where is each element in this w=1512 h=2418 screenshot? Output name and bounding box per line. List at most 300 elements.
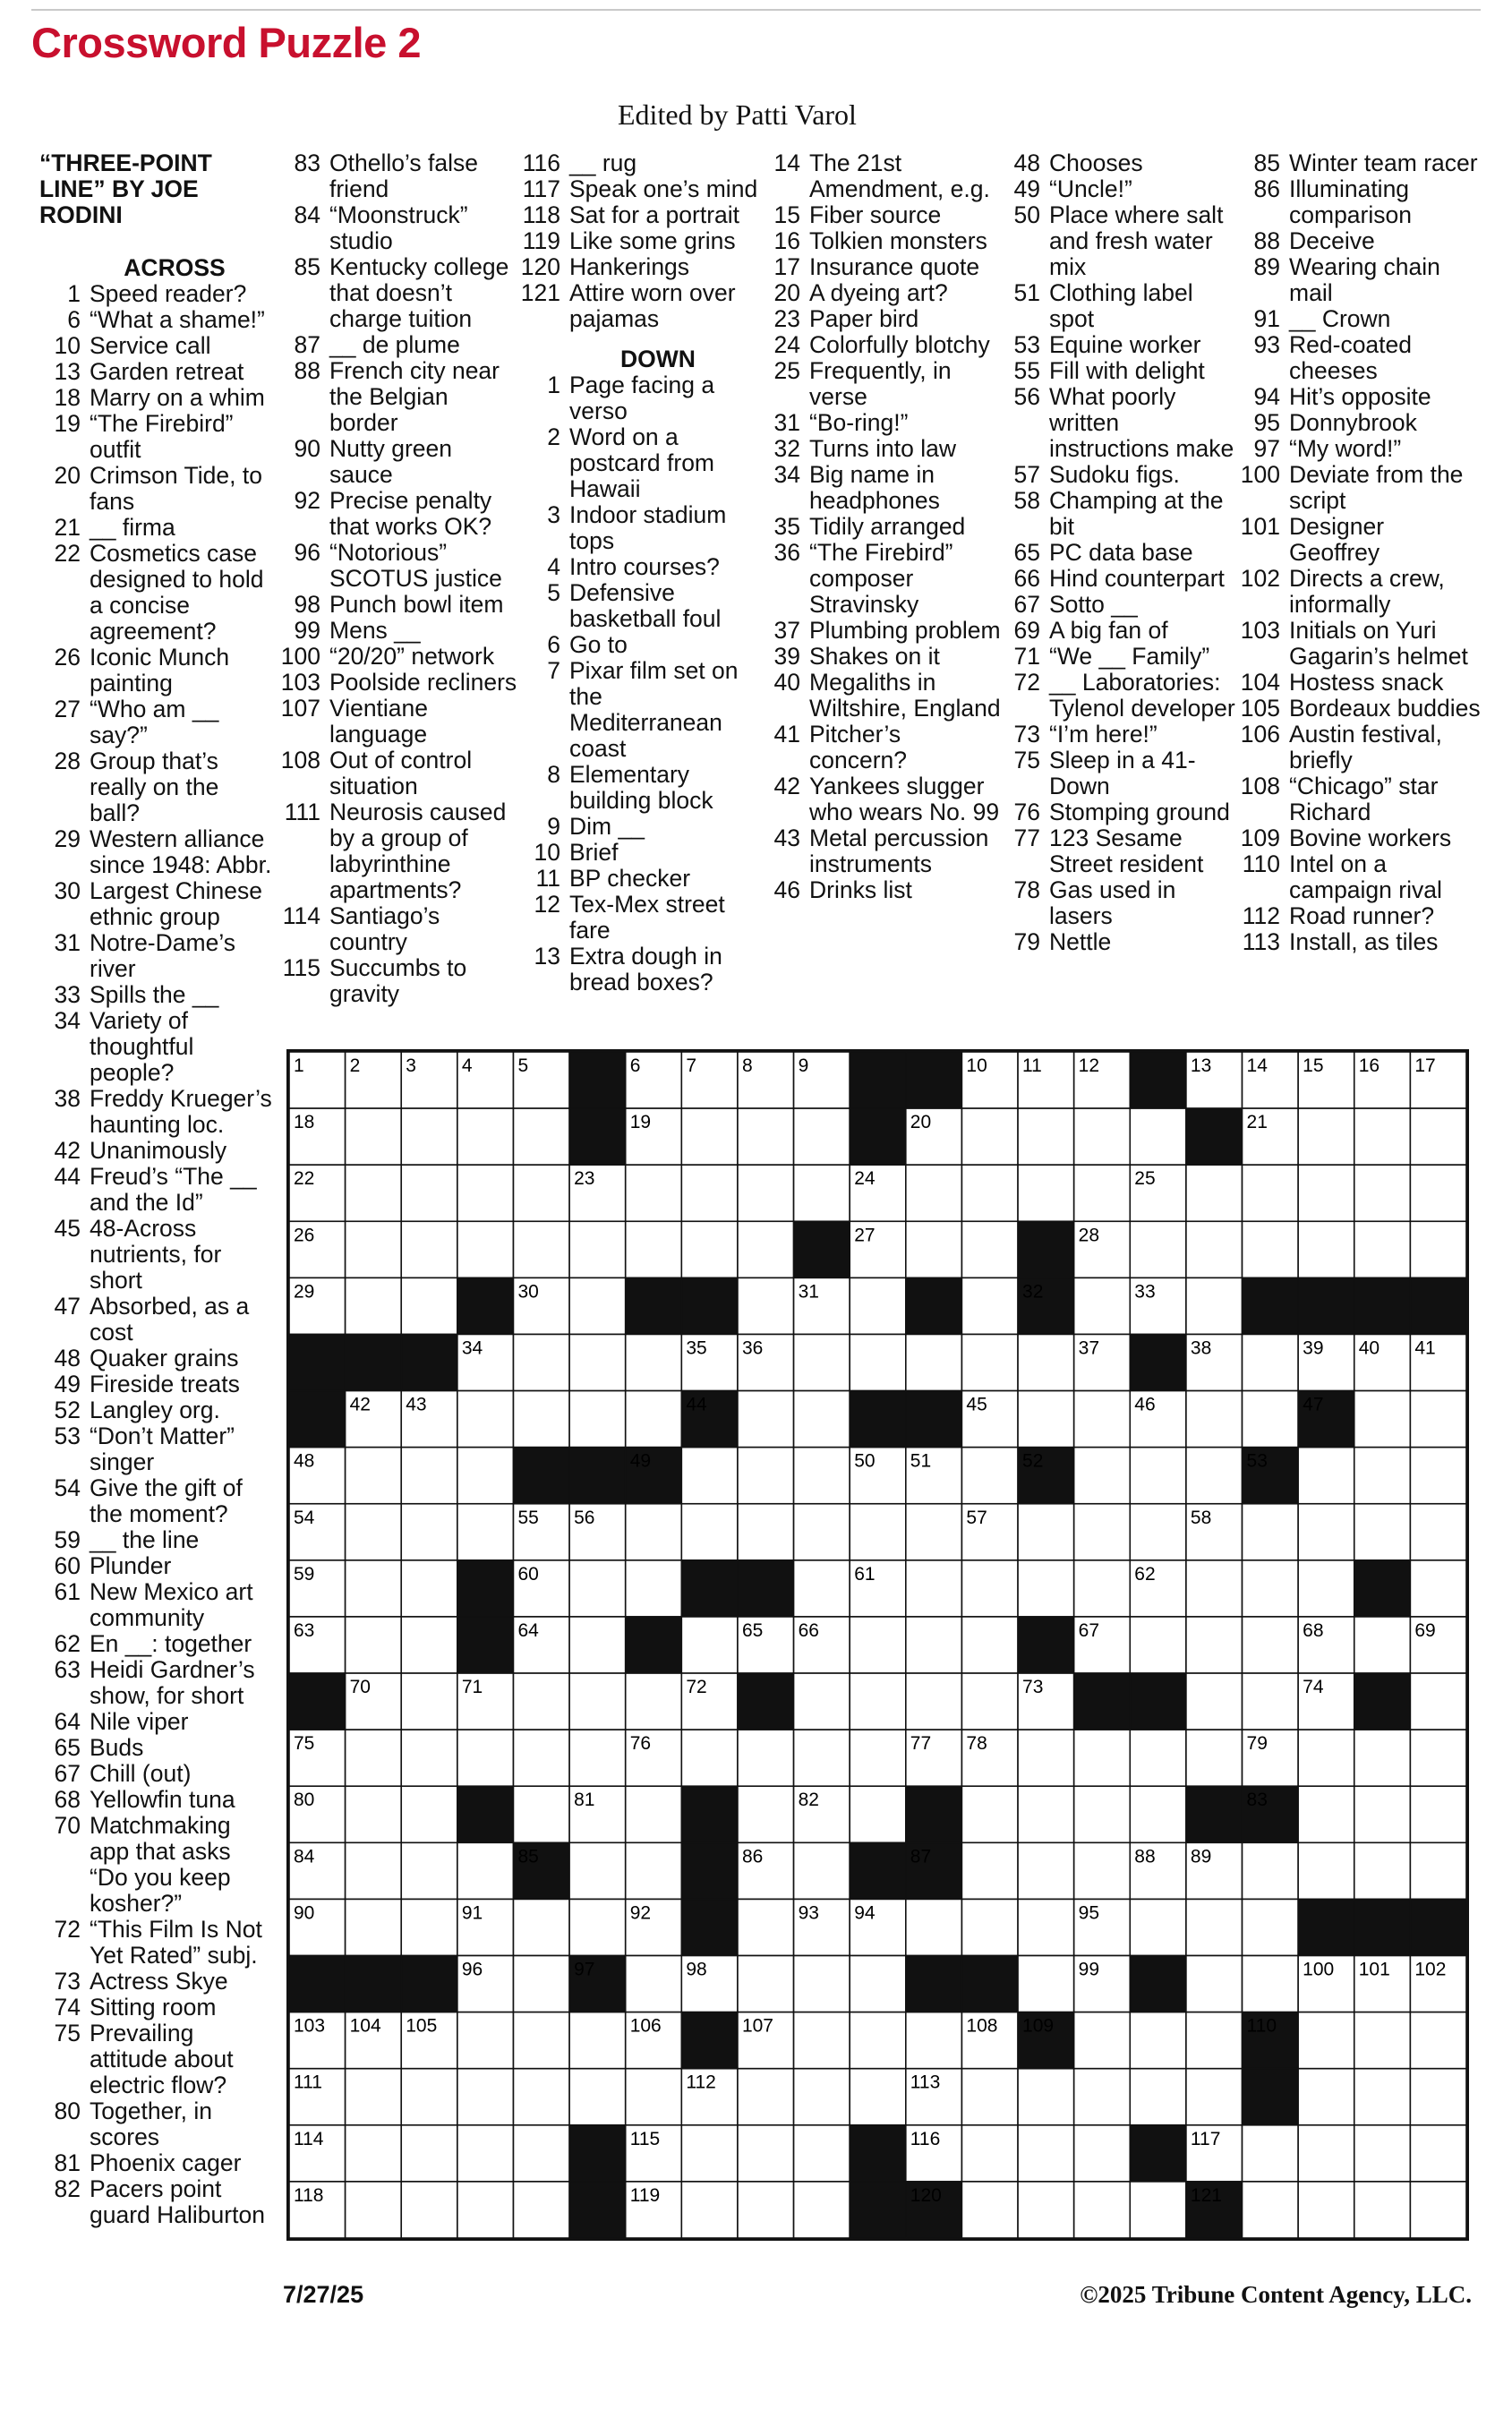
- grid-cell[interactable]: [401, 1108, 457, 1165]
- grid-cell[interactable]: [1074, 2069, 1131, 2125]
- grid-cell[interactable]: [569, 1391, 626, 1448]
- grid-cell[interactable]: [401, 1730, 457, 1786]
- grid-cell[interactable]: [346, 1221, 402, 1277]
- grid-cell[interactable]: [346, 1617, 402, 1673]
- grid-cell[interactable]: [738, 1899, 794, 1955]
- grid-cell[interactable]: [569, 2012, 626, 2069]
- grid-cell[interactable]: [401, 1277, 457, 1334]
- grid-cell[interactable]: [794, 1504, 850, 1560]
- grid-cell[interactable]: [850, 1277, 906, 1334]
- grid-cell[interactable]: [1074, 1277, 1131, 1334]
- grid-cell[interactable]: [401, 1221, 457, 1277]
- grid-cell[interactable]: [1354, 1221, 1411, 1277]
- grid-cell[interactable]: [1410, 1504, 1466, 1560]
- grid-cell[interactable]: [346, 1730, 402, 1786]
- grid-cell[interactable]: [794, 2069, 850, 2125]
- grid-cell[interactable]: [1074, 1165, 1131, 1221]
- grid-cell[interactable]: [1410, 1391, 1466, 1448]
- grid-cell[interactable]: [1074, 2125, 1131, 2182]
- grid-cell[interactable]: [401, 2069, 457, 2125]
- grid-cell[interactable]: [513, 1786, 569, 1842]
- grid-cell[interactable]: [1130, 1448, 1186, 1504]
- grid-cell[interactable]: [346, 1899, 402, 1955]
- clue-number: 49: [54, 1371, 81, 1397]
- grid-cell[interactable]: [1354, 1391, 1411, 1448]
- grid-cell[interactable]: [401, 1673, 457, 1730]
- clue-text: Marry on a whim: [90, 384, 265, 411]
- across-clue: [39, 2150, 274, 2176]
- grid-cell[interactable]: [401, 1842, 457, 1899]
- across-clue: [39, 1216, 274, 1294]
- grid-cell[interactable]: [1074, 1786, 1131, 1842]
- grid-block: [681, 2012, 738, 2069]
- grid-cell[interactable]: [1130, 1899, 1186, 1955]
- grid-cell[interactable]: [513, 1730, 569, 1786]
- grid-cell[interactable]: [1243, 1504, 1299, 1560]
- grid-cell[interactable]: [626, 1504, 682, 1560]
- grid-cell[interactable]: [794, 1108, 850, 1165]
- grid-cell[interactable]: [1354, 1108, 1411, 1165]
- grid-cell[interactable]: [346, 2069, 402, 2125]
- grid-cell[interactable]: [1298, 1504, 1354, 1560]
- grid-block: [681, 1842, 738, 1899]
- grid-cell[interactable]: [961, 1334, 1018, 1390]
- grid-cell[interactable]: [401, 1504, 457, 1560]
- grid-cell[interactable]: [961, 2182, 1018, 2238]
- grid-cell[interactable]: [1354, 1786, 1411, 1842]
- grid-cell[interactable]: [738, 1277, 794, 1334]
- grid-cell[interactable]: [1186, 1956, 1243, 2012]
- clue-number: 121: [520, 279, 560, 306]
- grid-cell[interactable]: [513, 1108, 569, 1165]
- cell-number: 60: [517, 1563, 539, 1585]
- grid-cell[interactable]: [513, 2182, 569, 2238]
- crossword-grid[interactable]: [286, 1049, 1469, 2241]
- grid-cell[interactable]: [1018, 1786, 1074, 1842]
- grid-cell[interactable]: [1018, 1391, 1074, 1448]
- clue-number: 99: [294, 617, 320, 644]
- grid-cell[interactable]: [1018, 2125, 1074, 2182]
- grid-cell[interactable]: [1298, 1842, 1354, 1899]
- grid-cell[interactable]: [626, 1673, 682, 1730]
- grid-cell[interactable]: [569, 1334, 626, 1390]
- grid-cell[interactable]: [457, 1165, 514, 1221]
- grid-cell[interactable]: [1243, 2125, 1299, 2182]
- cell-number: 30: [517, 1281, 539, 1303]
- grid-block: [906, 1786, 962, 1842]
- grid-cell[interactable]: [401, 1448, 457, 1504]
- grid-cell[interactable]: [346, 1504, 402, 1560]
- grid-cell[interactable]: [513, 1334, 569, 1390]
- grid-cell[interactable]: [1243, 1617, 1299, 1673]
- grid-cell[interactable]: [1298, 2069, 1354, 2125]
- grid-cell[interactable]: [1018, 1730, 1074, 1786]
- grid-cell[interactable]: [1018, 1334, 1074, 1390]
- cell-number: 114: [294, 2128, 324, 2149]
- grid-cell[interactable]: [1074, 1560, 1131, 1617]
- grid-cell[interactable]: [1243, 1956, 1299, 2012]
- cell-number: 7: [686, 1055, 697, 1076]
- grid-cell[interactable]: [346, 1786, 402, 1842]
- grid-cell[interactable]: [1354, 1617, 1411, 1673]
- clue-number: 10: [534, 839, 560, 866]
- grid-cell[interactable]: [906, 1899, 962, 1955]
- grid-cell[interactable]: [626, 2069, 682, 2125]
- grid-cell[interactable]: [961, 1673, 1018, 1730]
- grid-cell[interactable]: [1186, 1448, 1243, 1504]
- grid-cell[interactable]: [626, 1956, 682, 2012]
- grid-cell[interactable]: [569, 1673, 626, 1730]
- grid-cell[interactable]: [738, 2182, 794, 2238]
- grid-cell[interactable]: [401, 2182, 457, 2238]
- grid-cell[interactable]: [1018, 1108, 1074, 1165]
- grid-cell[interactable]: [457, 1108, 514, 1165]
- grid-cell[interactable]: [1243, 2182, 1299, 2238]
- grid-cell[interactable]: [1354, 1165, 1411, 1221]
- grid-cell[interactable]: [794, 1448, 850, 1504]
- grid-cell[interactable]: [1410, 1560, 1466, 1617]
- grid-cell[interactable]: [794, 1842, 850, 1899]
- grid-cell[interactable]: [626, 1391, 682, 1448]
- grid-cell[interactable]: [1018, 1165, 1074, 1221]
- grid-cell[interactable]: [626, 1165, 682, 1221]
- grid-cell[interactable]: [1298, 1165, 1354, 1221]
- grid-cell[interactable]: [738, 1221, 794, 1277]
- grid-cell[interactable]: [1074, 1842, 1131, 1899]
- grid-cell[interactable]: [1354, 1448, 1411, 1504]
- grid-cell[interactable]: [1018, 1560, 1074, 1617]
- clue-number: 34: [773, 461, 800, 488]
- grid-cell[interactable]: [513, 1391, 569, 1448]
- clue-column-4: [759, 150, 1001, 903]
- grid-cell[interactable]: [569, 1842, 626, 1899]
- grid-cell[interactable]: [794, 1560, 850, 1617]
- grid-cell[interactable]: [794, 1956, 850, 2012]
- clue-text: “Moonstruck” studio: [329, 201, 468, 254]
- grid-cell[interactable]: [1074, 1504, 1131, 1560]
- grid-cell[interactable]: [738, 1956, 794, 2012]
- grid-cell[interactable]: [401, 1560, 457, 1617]
- grid-cell[interactable]: [1354, 2012, 1411, 2069]
- grid-cell[interactable]: [569, 2069, 626, 2125]
- grid-cell[interactable]: [1074, 1391, 1131, 1448]
- grid-cell[interactable]: [961, 1165, 1018, 1221]
- grid-cell[interactable]: [794, 1391, 850, 1448]
- grid-cell[interactable]: [961, 1560, 1018, 1617]
- grid-cell[interactable]: [1130, 1504, 1186, 1560]
- grid-cell[interactable]: [850, 1617, 906, 1673]
- grid-cell[interactable]: [457, 1448, 514, 1504]
- grid-cell[interactable]: [1186, 1673, 1243, 1730]
- grid-cell[interactable]: [1243, 1842, 1299, 1899]
- grid-cell[interactable]: [1186, 1899, 1243, 1955]
- grid-cell[interactable]: [906, 1334, 962, 1390]
- grid-cell[interactable]: [457, 2125, 514, 2182]
- grid-cell[interactable]: [626, 1560, 682, 1617]
- grid-cell[interactable]: [961, 1842, 1018, 1899]
- grid-cell[interactable]: [1074, 1730, 1131, 1786]
- grid-cell[interactable]: [738, 1165, 794, 1221]
- grid-cell[interactable]: [794, 1165, 850, 1221]
- grid-cell[interactable]: [1186, 1617, 1243, 1673]
- grid-cell[interactable]: [850, 1730, 906, 1786]
- clue-text: Clothing label spot: [1049, 279, 1193, 332]
- grid-cell[interactable]: [794, 2012, 850, 2069]
- grid-cell[interactable]: [1186, 1165, 1243, 1221]
- grid-cell[interactable]: [1018, 1899, 1074, 1955]
- grid-cell[interactable]: [961, 1786, 1018, 1842]
- clue-text: Road runner?: [1289, 902, 1435, 929]
- down-clue: [759, 514, 1001, 540]
- cell-number: 71: [461, 1677, 483, 1698]
- grid-cell[interactable]: [738, 2125, 794, 2182]
- grid-cell[interactable]: [626, 1334, 682, 1390]
- grid-cell[interactable]: [794, 1334, 850, 1390]
- grid-cell[interactable]: [346, 1842, 402, 1899]
- grid-cell[interactable]: [626, 1221, 682, 1277]
- grid-cell[interactable]: [1243, 1391, 1299, 1448]
- grid-cell[interactable]: [1410, 2125, 1466, 2182]
- grid-cell[interactable]: [681, 1730, 738, 1786]
- grid-cell[interactable]: [1018, 2069, 1074, 2125]
- grid-cell[interactable]: [1410, 1730, 1466, 1786]
- clue-text: Punch bowl item: [329, 591, 504, 618]
- grid-cell[interactable]: [1130, 1786, 1186, 1842]
- clue-text: Spills the __: [90, 981, 219, 1008]
- grid-cell[interactable]: [681, 2182, 738, 2238]
- grid-cell[interactable]: [1243, 1334, 1299, 1390]
- clue-number: 110: [1242, 850, 1280, 877]
- grid-cell[interactable]: [1298, 2125, 1354, 2182]
- grid-cell[interactable]: [346, 1448, 402, 1504]
- grid-cell[interactable]: [681, 1221, 738, 1277]
- grid-cell[interactable]: [850, 1673, 906, 1730]
- grid-cell[interactable]: [401, 1899, 457, 1955]
- grid-cell[interactable]: [569, 1730, 626, 1786]
- grid-cell[interactable]: [1074, 2012, 1131, 2069]
- grid-cell[interactable]: [1410, 1448, 1466, 1504]
- grid-cell[interactable]: [1243, 1560, 1299, 1617]
- grid-cell[interactable]: [961, 1221, 1018, 1277]
- grid-cell[interactable]: [457, 1504, 514, 1560]
- grid-block: [681, 1277, 738, 1334]
- grid-cell[interactable]: [961, 2069, 1018, 2125]
- cell-number: 20: [910, 1112, 932, 1133]
- grid-cell[interactable]: [569, 1560, 626, 1617]
- grid-cell[interactable]: [906, 1617, 962, 1673]
- grid-cell[interactable]: [346, 1165, 402, 1221]
- grid-cell[interactable]: [738, 1108, 794, 1165]
- clue-text: Austin festival, briefly: [1289, 721, 1442, 773]
- down-clue: [759, 332, 1001, 358]
- grid-cell[interactable]: [906, 1504, 962, 1560]
- grid-cell[interactable]: [1410, 1673, 1466, 1730]
- grid-cell[interactable]: [681, 2125, 738, 2182]
- grid-cell[interactable]: [1410, 1842, 1466, 1899]
- grid-cell[interactable]: [906, 1221, 962, 1277]
- grid-cell[interactable]: [1130, 1108, 1186, 1165]
- grid-cell[interactable]: [457, 2182, 514, 2238]
- grid-cell[interactable]: [738, 1448, 794, 1504]
- grid-cell[interactable]: [906, 1165, 962, 1221]
- grid-cell[interactable]: [1410, 2069, 1466, 2125]
- grid-cell[interactable]: [1186, 1391, 1243, 1448]
- grid-cell[interactable]: [1018, 1956, 1074, 2012]
- grid-cell[interactable]: [961, 1899, 1018, 1955]
- grid-cell[interactable]: [738, 1730, 794, 1786]
- cell-number: 104: [349, 2015, 381, 2037]
- grid-cell[interactable]: [850, 1956, 906, 2012]
- grid-cell[interactable]: [1410, 2182, 1466, 2238]
- grid-cell[interactable]: [1298, 1560, 1354, 1617]
- grid-cell[interactable]: [513, 2069, 569, 2125]
- grid-cell[interactable]: [1298, 1448, 1354, 1504]
- grid-cell[interactable]: [1243, 1673, 1299, 1730]
- grid-cell[interactable]: [1410, 1165, 1466, 1221]
- grid-cell[interactable]: [569, 1277, 626, 1334]
- clue-text: Notre-Dame’s river: [90, 929, 235, 982]
- grid-cell[interactable]: [1186, 2012, 1243, 2069]
- grid-cell[interactable]: [569, 1899, 626, 1955]
- grid-cell[interactable]: [1354, 2182, 1411, 2238]
- grid-cell[interactable]: [457, 1842, 514, 1899]
- grid-cell[interactable]: [850, 2069, 906, 2125]
- grid-cell[interactable]: [1018, 1504, 1074, 1560]
- grid-cell[interactable]: [1074, 2182, 1131, 2238]
- grid-cell[interactable]: [513, 1165, 569, 1221]
- grid-cell[interactable]: [401, 2125, 457, 2182]
- grid-cell[interactable]: [906, 1673, 962, 1730]
- grid-cell[interactable]: [850, 1334, 906, 1390]
- grid-cell[interactable]: [1410, 2012, 1466, 2069]
- grid-cell[interactable]: [626, 1842, 682, 1899]
- grid-cell[interactable]: [1186, 1277, 1243, 1334]
- grid-cell[interactable]: [1130, 2012, 1186, 2069]
- grid-cell[interactable]: [401, 1617, 457, 1673]
- grid-cell[interactable]: [961, 1108, 1018, 1165]
- grid-cell[interactable]: [961, 1617, 1018, 1673]
- grid-cell[interactable]: [1243, 1899, 1299, 1955]
- grid-cell[interactable]: [1298, 1730, 1354, 1786]
- grid-cell[interactable]: [681, 1108, 738, 1165]
- grid-cell[interactable]: [1074, 1448, 1131, 1504]
- grid-cell[interactable]: [1186, 1221, 1243, 1277]
- grid-cell[interactable]: [513, 1221, 569, 1277]
- grid-cell[interactable]: [513, 2012, 569, 2069]
- clue-text: The 21st Amendment, e.g.: [809, 150, 990, 202]
- grid-cell[interactable]: [457, 1221, 514, 1277]
- grid-cell[interactable]: [1354, 1842, 1411, 1899]
- grid-cell[interactable]: [681, 1448, 738, 1504]
- down-clue: [519, 840, 761, 866]
- grid-cell[interactable]: [1130, 2182, 1186, 2238]
- grid-cell[interactable]: [1298, 1786, 1354, 1842]
- grid-cell[interactable]: [1130, 2069, 1186, 2125]
- grid-cell[interactable]: [1186, 1560, 1243, 1617]
- grid-cell[interactable]: [346, 2125, 402, 2182]
- grid-cell[interactable]: [1354, 1504, 1411, 1560]
- grid-cell[interactable]: [794, 2182, 850, 2238]
- grid-cell[interactable]: [346, 1277, 402, 1334]
- grid-cell[interactable]: [457, 1391, 514, 1448]
- grid-cell[interactable]: [681, 1165, 738, 1221]
- grid-cell[interactable]: [1074, 1108, 1131, 1165]
- grid-cell[interactable]: [457, 2069, 514, 2125]
- grid-cell[interactable]: [794, 2125, 850, 2182]
- grid-cell[interactable]: [457, 2012, 514, 2069]
- grid-cell[interactable]: [906, 2012, 962, 2069]
- grid-cell[interactable]: [1186, 2069, 1243, 2125]
- grid-cell[interactable]: [513, 1673, 569, 1730]
- grid-cell[interactable]: [681, 1617, 738, 1673]
- grid-cell[interactable]: [1186, 1730, 1243, 1786]
- grid-cell[interactable]: [346, 2182, 402, 2238]
- grid-cell[interactable]: [961, 2125, 1018, 2182]
- across-clue: [39, 1917, 274, 1969]
- grid-cell[interactable]: [457, 1730, 514, 1786]
- clue-number: 97: [1253, 435, 1280, 462]
- grid-cell[interactable]: [1243, 1221, 1299, 1277]
- grid-cell[interactable]: [850, 1786, 906, 1842]
- grid-cell[interactable]: [1298, 2182, 1354, 2238]
- grid-cell[interactable]: [513, 2125, 569, 2182]
- clue-number: 6: [547, 631, 560, 658]
- grid-cell[interactable]: [1354, 2125, 1411, 2182]
- down-clue: [759, 358, 1001, 410]
- grid-cell[interactable]: [681, 1504, 738, 1560]
- grid-cell[interactable]: [1354, 2069, 1411, 2125]
- grid-cell[interactable]: [850, 1504, 906, 1560]
- grid-cell[interactable]: [850, 2012, 906, 2069]
- grid-cell[interactable]: [513, 1899, 569, 1955]
- grid-cell[interactable]: [1243, 1165, 1299, 1221]
- grid-cell[interactable]: [401, 1786, 457, 1842]
- grid-cell[interactable]: [569, 1221, 626, 1277]
- grid-cell[interactable]: [1018, 2182, 1074, 2238]
- clue-number: 86: [1253, 175, 1280, 202]
- grid-cell[interactable]: [794, 1730, 850, 1786]
- grid-cell[interactable]: [1410, 1221, 1466, 1277]
- grid-cell[interactable]: [401, 1165, 457, 1221]
- grid-cell[interactable]: [1354, 1730, 1411, 1786]
- grid-cell[interactable]: [1130, 1730, 1186, 1786]
- grid-cell[interactable]: [961, 1448, 1018, 1504]
- grid-cell[interactable]: [738, 1786, 794, 1842]
- grid-cell[interactable]: [1130, 1617, 1186, 1673]
- grid-cell[interactable]: [1130, 1221, 1186, 1277]
- grid-cell[interactable]: [794, 1673, 850, 1730]
- grid-block: [569, 2182, 626, 2238]
- grid-cell[interactable]: [626, 1786, 682, 1842]
- grid-cell[interactable]: [346, 1108, 402, 1165]
- grid-cell[interactable]: [738, 2069, 794, 2125]
- copyright: ©2025 Tribune Content Agency, LLC.: [1080, 2281, 1472, 2308]
- grid-cell[interactable]: [906, 1560, 962, 1617]
- grid-cell[interactable]: [1298, 2012, 1354, 2069]
- grid-cell[interactable]: [569, 1617, 626, 1673]
- grid-cell[interactable]: [1410, 1786, 1466, 1842]
- grid-block: [850, 2125, 906, 2182]
- grid-cell[interactable]: [738, 1391, 794, 1448]
- grid-cell[interactable]: [1298, 1221, 1354, 1277]
- grid-cell[interactable]: [961, 1277, 1018, 1334]
- grid-cell[interactable]: [346, 1560, 402, 1617]
- grid-cell[interactable]: [513, 1956, 569, 2012]
- grid-cell[interactable]: [1410, 1108, 1466, 1165]
- grid-cell[interactable]: [1018, 1842, 1074, 1899]
- grid-cell[interactable]: [1298, 1108, 1354, 1165]
- grid-cell[interactable]: [738, 1504, 794, 1560]
